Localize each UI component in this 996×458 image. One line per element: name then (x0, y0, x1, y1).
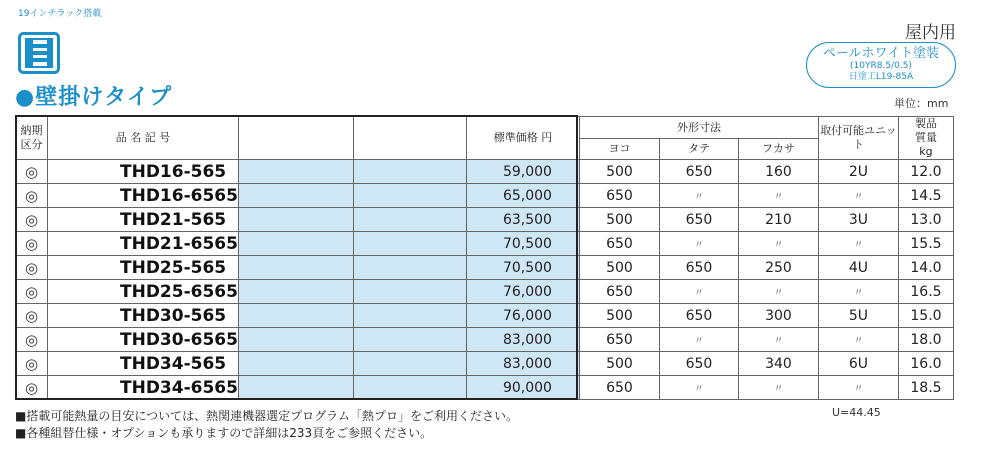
price-cell: 59,000 (466, 160, 579, 184)
table-row (16, 208, 954, 232)
depth-cell: 〃 (738, 232, 818, 256)
finish-standard: 日塗工L19-85A (848, 72, 914, 82)
unit-height-note: U=44.45 (832, 406, 881, 419)
model-code: THD34-565 (48, 352, 239, 376)
delivery-mark: ◎ (16, 352, 48, 376)
blank-cell-2 (353, 208, 466, 232)
blank-cell-1 (238, 208, 353, 232)
table-row (16, 160, 954, 184)
blank-cell-2 (353, 376, 466, 400)
blank-cell-2 (353, 328, 466, 352)
height-cell: 〃 (659, 328, 738, 352)
header-weight (898, 117, 953, 160)
weight-cell: 14.5 (898, 184, 953, 208)
units-cell: 4U (818, 256, 898, 280)
weight-cell: 15.0 (898, 304, 953, 328)
height-cell: 〃 (659, 232, 738, 256)
units-cell: 〃 (818, 328, 898, 352)
width-cell: 650 (579, 376, 659, 400)
units-cell: 6U (818, 352, 898, 376)
delivery-mark: ◎ (16, 208, 48, 232)
model-code: THD34-6565 (48, 376, 239, 400)
depth-cell: 300 (738, 304, 818, 328)
height-cell: 650 (659, 208, 738, 232)
blank-cell-2 (353, 256, 466, 280)
width-cell: 500 (579, 160, 659, 184)
blank-cell-1 (238, 184, 353, 208)
blank-cell-1 (238, 304, 353, 328)
header-dimensions: 外形寸法 (579, 117, 818, 139)
weight-cell: 18.5 (898, 376, 953, 400)
height-cell: 〃 (659, 184, 738, 208)
width-cell: 500 (579, 352, 659, 376)
footnotes (15, 408, 518, 442)
model-code: THD25-6565 (48, 280, 239, 304)
price-cell: 83,000 (466, 328, 579, 352)
header-width: ヨコ (579, 139, 659, 160)
price-cell: 70,500 (466, 232, 579, 256)
blank-cell-1 (238, 160, 353, 184)
delivery-mark: ◎ (16, 328, 48, 352)
blank-cell-2 (353, 160, 466, 184)
header-price: 標準価格 円 (466, 117, 579, 160)
finish-code: (10YR8.5/0.5) (850, 61, 912, 71)
table-row (16, 352, 954, 376)
table-row (16, 304, 954, 328)
blank-cell-2 (353, 184, 466, 208)
depth-cell: 160 (738, 160, 818, 184)
finish-badge (806, 42, 956, 88)
delivery-mark: ◎ (16, 184, 48, 208)
footnote-options: ■各種組替仕様・オプションも承りますので詳細は233頁をご参照ください。 (15, 426, 433, 440)
depth-cell: 〃 (738, 280, 818, 304)
model-code: THD25-565 (48, 256, 239, 280)
price-cell: 65,000 (466, 184, 579, 208)
table-row (16, 256, 954, 280)
blank-cell-1 (238, 256, 353, 280)
header-weight-l1: 製品 (914, 117, 937, 130)
units-cell: 〃 (818, 376, 898, 400)
model-code: THD16-6565 (48, 184, 239, 208)
model-code: THD21-6565 (48, 232, 239, 256)
weight-cell: 12.0 (898, 160, 953, 184)
table-row (16, 232, 954, 256)
units-cell: 〃 (818, 280, 898, 304)
delivery-mark: ◎ (16, 304, 48, 328)
blank-cell-2 (353, 280, 466, 304)
depth-cell: 〃 (738, 376, 818, 400)
blank-cell-1 (238, 328, 353, 352)
height-cell: 650 (659, 256, 738, 280)
table-row (16, 184, 954, 208)
blank-cell-2 (353, 232, 466, 256)
depth-cell: 340 (738, 352, 818, 376)
weight-cell: 13.0 (898, 208, 953, 232)
price-cell: 90,000 (466, 376, 579, 400)
delivery-mark: ◎ (16, 280, 48, 304)
price-cell: 83,000 (466, 352, 579, 376)
height-cell: 650 (659, 160, 738, 184)
depth-cell: 210 (738, 208, 818, 232)
units-cell: 5U (818, 304, 898, 328)
delivery-mark: ◎ (16, 376, 48, 400)
header-weight-l2: 質量 (914, 131, 937, 144)
height-cell: 〃 (659, 376, 738, 400)
height-cell: 650 (659, 352, 738, 376)
weight-cell: 14.0 (898, 256, 953, 280)
width-cell: 650 (579, 280, 659, 304)
depth-cell: 〃 (738, 328, 818, 352)
table-row (16, 328, 954, 352)
header-blank-2 (353, 117, 466, 160)
header-units: 取付可能ユニット (818, 117, 898, 160)
weight-cell: 16.5 (898, 280, 953, 304)
wall-rack-icon (18, 32, 60, 74)
width-cell: 650 (579, 184, 659, 208)
blank-cell-2 (353, 352, 466, 376)
height-cell: 〃 (659, 280, 738, 304)
finish-name: ペールホワイト塗装 (822, 46, 940, 61)
height-cell: 650 (659, 304, 738, 328)
footnote-heat: ■搭載可能熱量の目安については、熱関連機器選定プログラム「熱プロ」をご利用ください。 (15, 409, 518, 423)
header-blank-1 (238, 117, 353, 160)
width-cell: 650 (579, 232, 659, 256)
width-cell: 650 (579, 328, 659, 352)
header-weight-l3: kg (919, 145, 933, 158)
units-cell: 2U (818, 160, 898, 184)
indoor-label: 屋内用 (905, 23, 956, 43)
units-cell: 〃 (818, 184, 898, 208)
depth-cell: 〃 (738, 184, 818, 208)
price-cell: 76,000 (466, 280, 579, 304)
model-code: THD16-565 (48, 160, 239, 184)
weight-cell: 16.0 (898, 352, 953, 376)
model-code: THD21-565 (48, 208, 239, 232)
section-title: ●壁掛けタイプ (15, 85, 173, 110)
width-cell: 500 (579, 304, 659, 328)
width-cell: 500 (579, 256, 659, 280)
price-cell: 70,500 (466, 256, 579, 280)
header-delivery: 納期区分 (16, 117, 48, 160)
weight-cell: 18.0 (898, 328, 953, 352)
depth-cell: 250 (738, 256, 818, 280)
price-cell: 76,000 (466, 304, 579, 328)
delivery-mark: ◎ (16, 256, 48, 280)
width-cell: 500 (579, 208, 659, 232)
top-label: 19インチラック搭載 (18, 9, 102, 19)
model-code: THD30-6565 (48, 328, 239, 352)
blank-cell-1 (238, 376, 353, 400)
units-cell: 〃 (818, 232, 898, 256)
weight-cell: 15.5 (898, 232, 953, 256)
header-model: 品 名 記 号 (48, 117, 239, 160)
table-row (16, 376, 954, 400)
model-code: THD30-565 (48, 304, 239, 328)
price-cell: 63,500 (466, 208, 579, 232)
blank-cell-1 (238, 232, 353, 256)
blank-cell-1 (238, 352, 353, 376)
blank-cell-2 (353, 304, 466, 328)
units-cell: 3U (818, 208, 898, 232)
spec-table (15, 116, 954, 400)
spec-table-body (16, 160, 954, 400)
delivery-mark: ◎ (16, 232, 48, 256)
delivery-mark: ◎ (16, 160, 48, 184)
unit-label: 単位：mm (894, 97, 949, 110)
header-depth: フカサ (738, 139, 818, 160)
table-row (16, 280, 954, 304)
header-height: タテ (659, 139, 738, 160)
blank-cell-1 (238, 280, 353, 304)
